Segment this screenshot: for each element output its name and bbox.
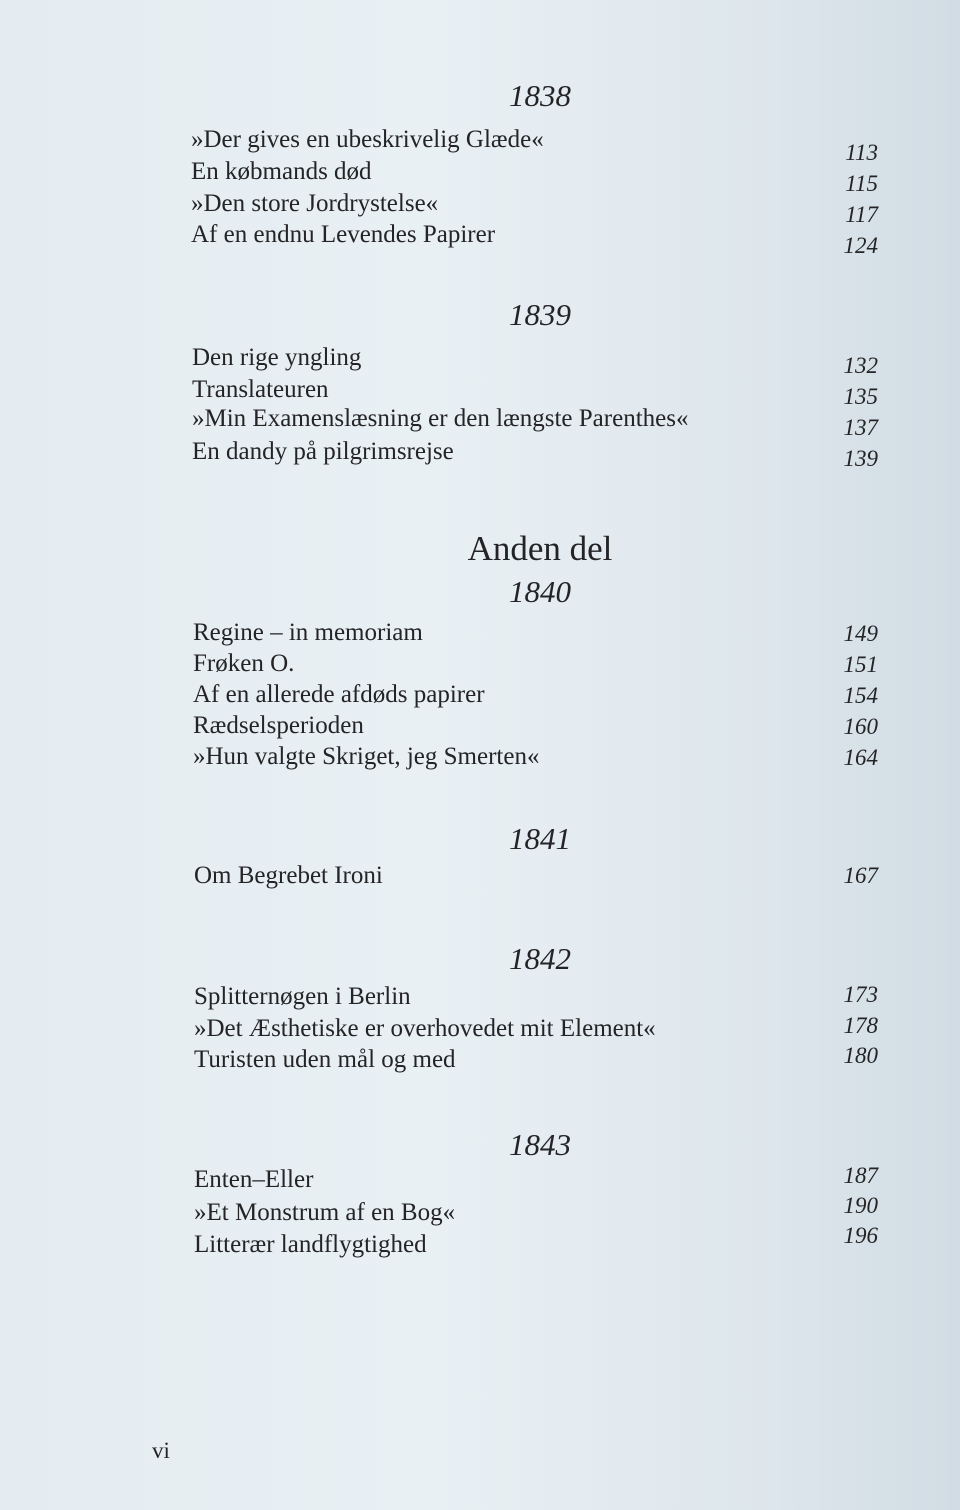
toc-entry-page: 117 [845, 202, 878, 227]
toc-entry-title: En dandy på pilgrimsrejse [192, 438, 454, 465]
toc-entry-page: 196 [843, 1223, 878, 1248]
toc-entry-title: Af en endnu Levendes Papirer [191, 221, 496, 248]
year-heading: 1838 [509, 78, 571, 113]
toc-entry-title: Rædselsperioden [193, 712, 364, 739]
toc-entry-page: 124 [843, 233, 878, 258]
toc-entry-title: »Den store Jordrystelse« [191, 190, 439, 217]
toc-entry-title: »Der gives en ubeskrivelig Glæde« [191, 126, 544, 153]
toc-entry-page: 167 [843, 863, 878, 888]
toc-entry-page: 113 [845, 140, 878, 165]
toc-entry-title: »Hun valgte Skriget, jeg Smerten« [193, 743, 540, 770]
toc-entry-page: 164 [843, 745, 878, 770]
toc-entry-page: 190 [843, 1193, 878, 1218]
year-heading: 1843 [509, 1127, 571, 1162]
toc-entry-title: Af en allerede afdøds papirer [193, 681, 485, 708]
toc-entry-page: 173 [843, 982, 878, 1007]
year-heading: 1839 [509, 297, 571, 332]
toc-entry-page: 180 [843, 1043, 878, 1068]
toc-entry-title: Translateuren [192, 376, 329, 403]
year-heading: 1842 [509, 941, 571, 976]
toc-entry-title: Enten–Eller [194, 1166, 314, 1193]
toc-entry-title: »Min Examenslæsning er den længste Parenthes« [192, 405, 689, 432]
toc-entry-page: 154 [843, 683, 878, 708]
toc-entry-page: 115 [845, 171, 878, 196]
toc-entry-title: Turisten uden mål og med [194, 1046, 456, 1073]
toc-entry-title: Regine – in memoriam [193, 619, 423, 646]
toc-entry-title: »Det Æsthetiske er overhovedet mit Element« [194, 1015, 656, 1042]
toc-entry-title: En købmands død [191, 158, 372, 185]
toc-entry-page: 178 [843, 1013, 878, 1038]
toc-entry-page: 132 [843, 353, 878, 378]
toc-entry-title: Frøken O. [193, 650, 295, 677]
toc-entry-title: Om Begrebet Ironi [194, 862, 383, 889]
toc-entry-page: 135 [843, 384, 878, 409]
toc-entry-page: 139 [843, 446, 878, 471]
toc-entry-title: Splitternøgen i Berlin [194, 983, 411, 1010]
toc-entry-title: »Et Monstrum af en Bog« [194, 1199, 456, 1226]
toc-entry-page: 160 [843, 714, 878, 739]
page-number: vi [152, 1438, 170, 1463]
toc-entry-title: Den rige yngling [192, 344, 362, 371]
toc-entry-page: 149 [843, 621, 878, 646]
toc-entry-title: Litterær landflygtighed [194, 1231, 427, 1258]
year-heading: 1841 [509, 821, 571, 856]
toc-entry-page: 137 [843, 415, 878, 440]
part-heading: Anden del [467, 529, 613, 568]
toc-entry-page: 187 [843, 1163, 878, 1188]
toc-entry-page: 151 [843, 652, 878, 677]
year-heading: 1840 [509, 574, 571, 609]
